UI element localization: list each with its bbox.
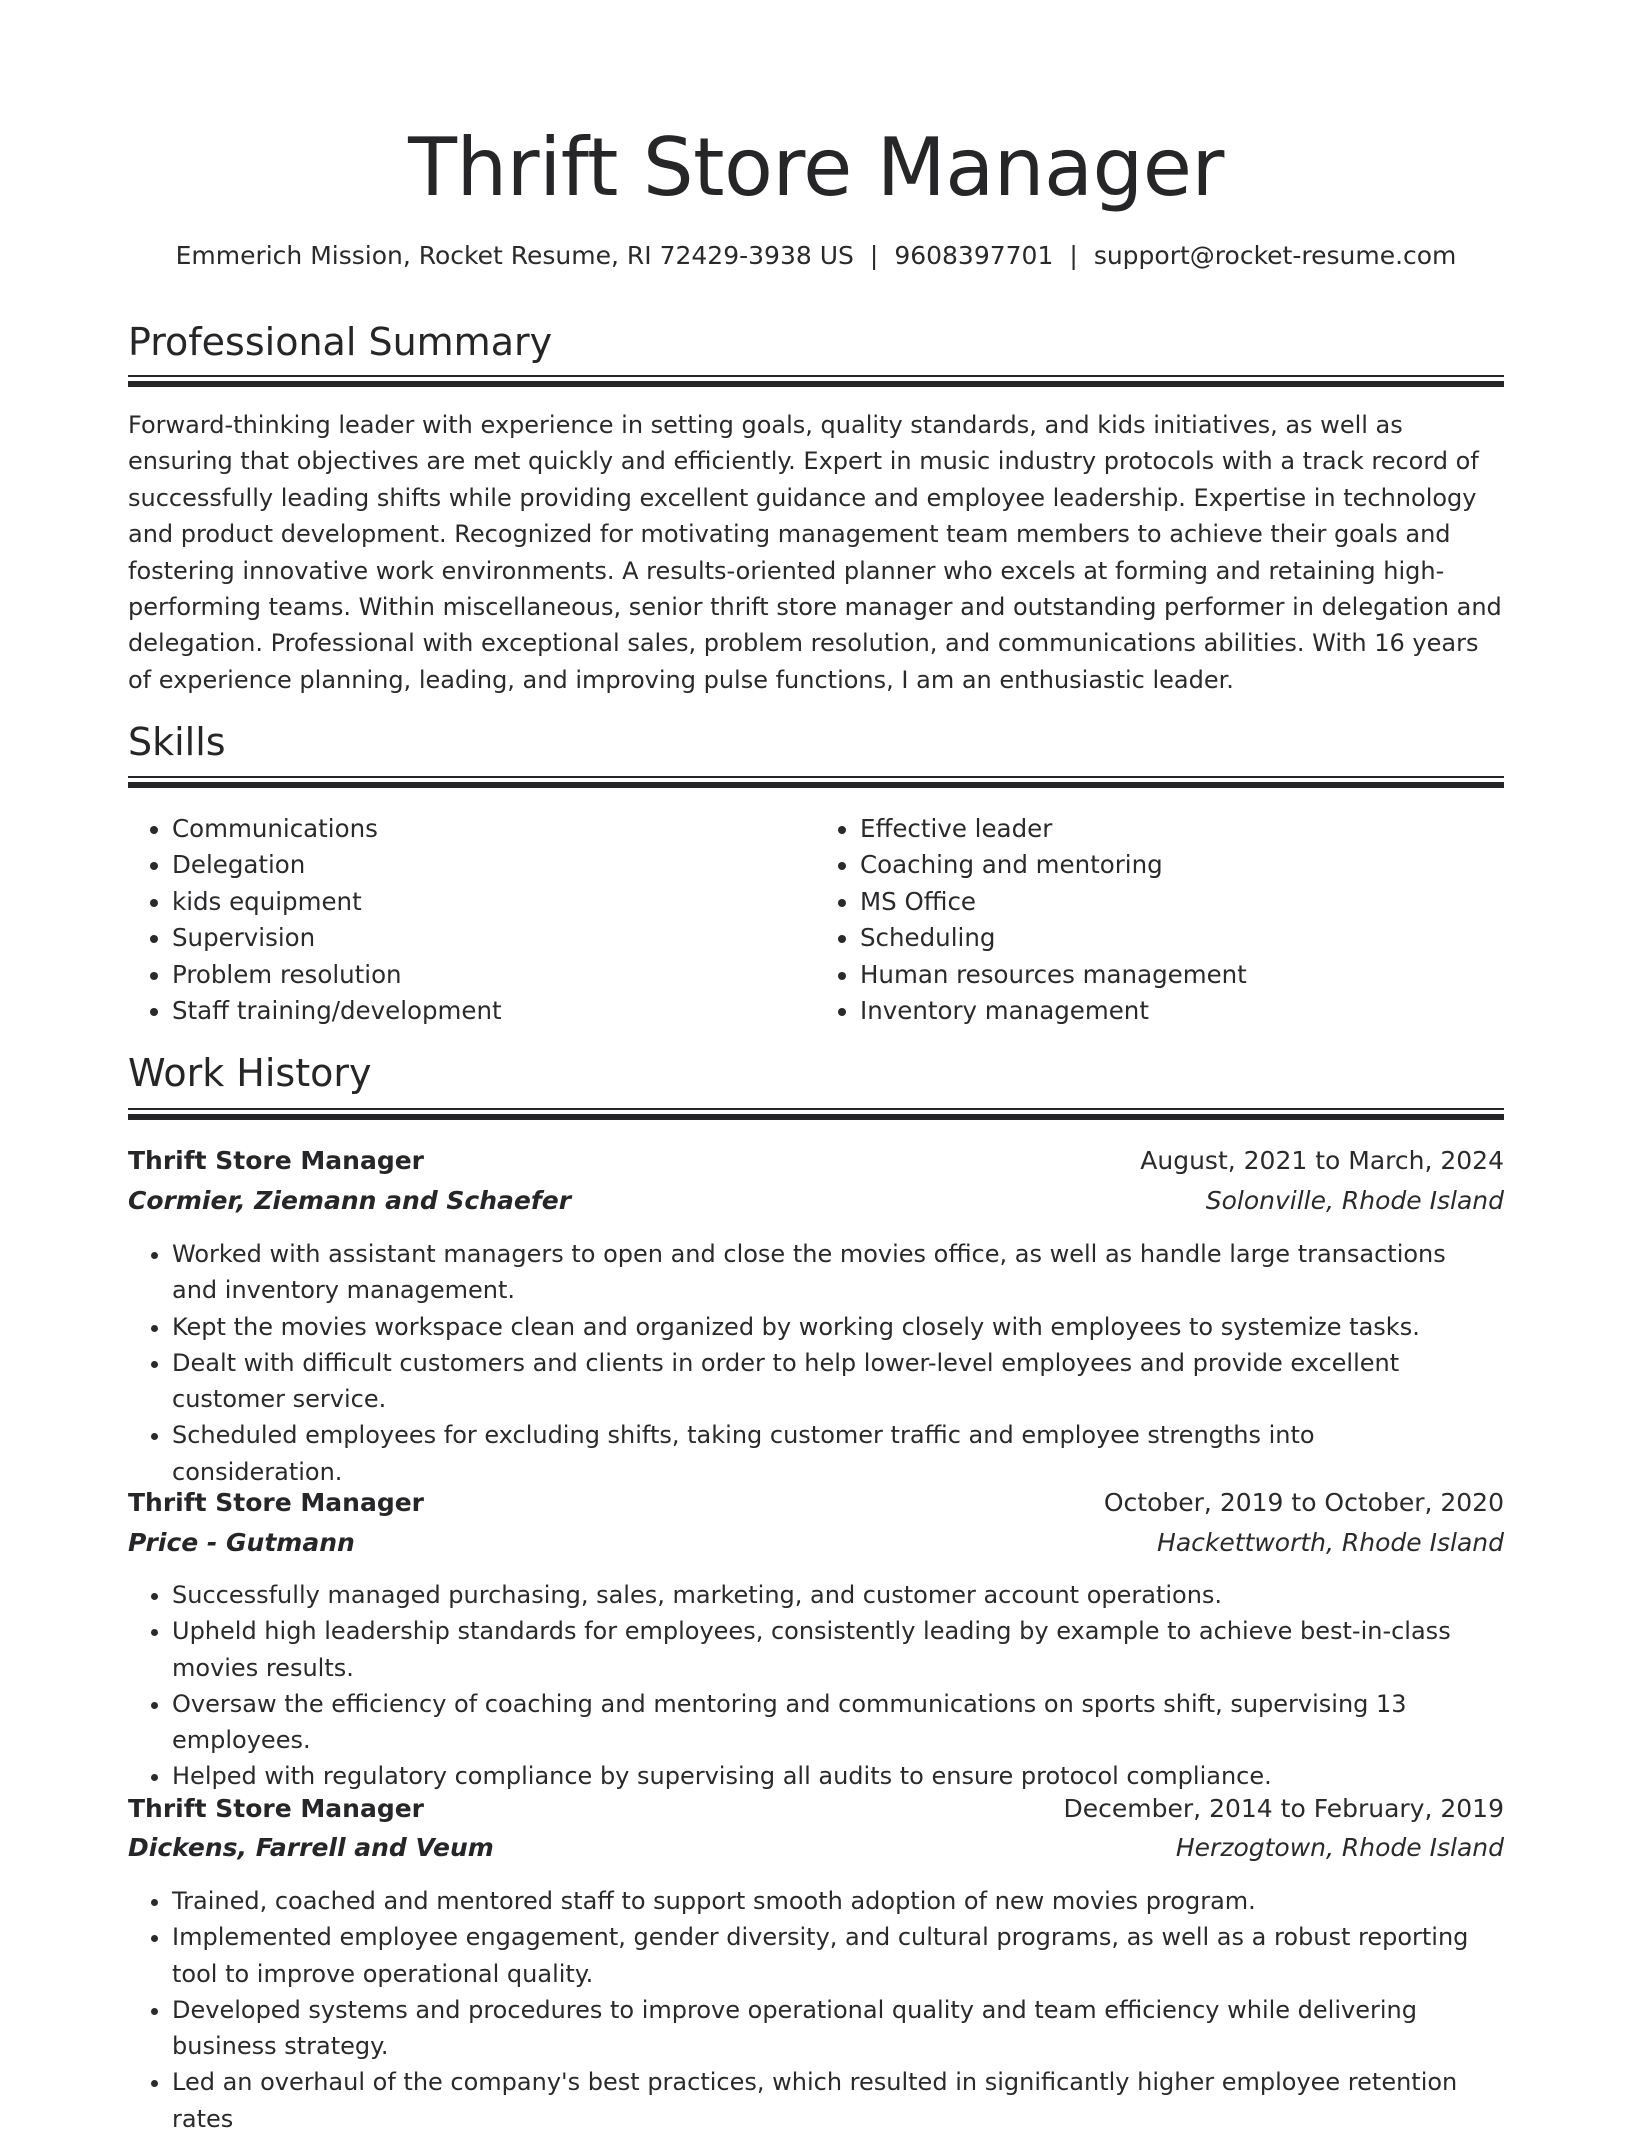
job-bullet: • Implemented employee engagement, gender diversity, and cultural programs, as well as a robust reporting tool to improve operational quality. — [172, 1919, 1504, 1992]
job-dates: December, 2014 to February, 2019 — [1063, 1794, 1504, 1823]
resume-title: Thrift Store Manager — [408, 121, 1224, 214]
job-location: Herzogtown, Rhode Island — [1175, 1833, 1504, 1862]
skill-item: • Scheduling — [860, 920, 1504, 956]
skills-list — [128, 811, 1504, 1029]
contact-separator: | — [1069, 241, 1078, 270]
job-header — [128, 1789, 1504, 1829]
job-location: Hackettworth, Rhode Island — [1157, 1528, 1504, 1557]
job-bullets — [128, 1236, 1504, 1490]
job-bullet: • Oversaw the efficiency of coaching and mentoring and communications on sports shift, supervising 13 employees. — [172, 1686, 1504, 1759]
job-location: Solonville, Rhode Island — [1205, 1186, 1504, 1215]
contact-address: Emmerich Mission, Rocket Resume, RI 72429-3938 US — [175, 241, 854, 270]
job-bullet: • Developed systems and procedures to improve operational quality and team efficiency while delivering business strategy. — [172, 1992, 1504, 2065]
skill-item: • Problem resolution — [172, 957, 816, 993]
job-header — [128, 1141, 1504, 1181]
skill-item: • Effective leader — [860, 811, 1504, 847]
section-heading-work: Work History — [128, 1051, 372, 1095]
skills-column-right — [816, 811, 1504, 1029]
job-bullet: • Kept the movies workspace clean and organized by working closely with employees to systemize tasks. — [172, 1309, 1504, 1345]
job-company: Dickens, Farrell and Veum — [128, 1833, 494, 1862]
job-header — [128, 1483, 1504, 1523]
section-divider — [128, 1108, 1504, 1120]
job-bullets — [128, 1577, 1504, 1795]
job-bullet: • Led an overhaul of the company's best practices, which resulted in significantly higher employee retention rates — [172, 2064, 1504, 2137]
skill-item: • Staff training/development — [172, 993, 816, 1029]
job-bullet: • Trained, coached and mentored staff to support smooth adoption of new movies program. — [172, 1883, 1504, 1919]
job-dates: August, 2021 to March, 2024 — [1140, 1146, 1504, 1175]
job-company: Cormier, Ziemann and Schaefer — [128, 1186, 572, 1215]
section-divider — [128, 375, 1504, 387]
contact-separator: | — [869, 241, 879, 270]
skill-item: • MS Office — [860, 884, 1504, 920]
summary-text: Forward-thinking leader with experience in setting goals, quality standards, and kids initiatives, as well as ensuring that objectives are met quickly and efficiently. Expert in music industry protocols with a track record of successfully leading shifts while providing excellent guidance and employee leadership. Expertise in technology and product development. Recognized for motivating management team members to achieve their goals and fostering innovative work environments. A results-oriented planner who excels at forming and retaining high-performing teams. Within miscellaneous, senior thrift store manager and outstanding performer in delegation and delegation. Professional with exceptional sales, problem resolution, and communications abilities. With 16 years of experience planning, leading, and improving pulse functions, I am an enthusiastic leader. — [128, 411, 1502, 694]
job-bullet: • Scheduled employees for excluding shifts, taking customer traffic and employee strengths into consideration. — [172, 1417, 1504, 1490]
section-heading-summary: Professional Summary — [128, 320, 553, 364]
skill-item: • Coaching and mentoring — [860, 847, 1504, 883]
job-subheader — [128, 1828, 1504, 1868]
job-title: Thrift Store Manager — [128, 1794, 424, 1823]
job-subheader — [128, 1181, 1504, 1221]
job-bullet: • Helped with regulatory compliance by supervising all audits to ensure protocol compliance. — [172, 1758, 1504, 1794]
skill-item: • Human resources management — [860, 957, 1504, 993]
job-company: Price - Gutmann — [128, 1528, 355, 1557]
skill-item: • Delegation — [172, 847, 816, 883]
contact-email[interactable]: support@rocket-resume.com — [1093, 241, 1457, 270]
section-divider — [128, 776, 1504, 788]
contact-line — [128, 238, 1504, 274]
skill-item: • Communications — [172, 811, 816, 847]
skill-item: • Inventory management — [860, 993, 1504, 1029]
job-bullet: • Upheld high leadership standards for employees, consistently leading by example to achieve best-in-class movies results. — [172, 1613, 1504, 1686]
skill-item: • Supervision — [172, 920, 816, 956]
job-title: Thrift Store Manager — [128, 1488, 424, 1517]
job-bullet: • Dealt with difficult customers and clients in order to help lower-level employees and provide excellent customer service. — [172, 1345, 1504, 1418]
job-title: Thrift Store Manager — [128, 1146, 424, 1175]
job-bullets — [128, 1883, 1504, 2137]
job-dates: October, 2019 to October, 2020 — [1103, 1488, 1504, 1517]
skills-column-left — [128, 811, 816, 1029]
skill-item: • kids equipment — [172, 884, 816, 920]
contact-phone: 9608397701 — [894, 241, 1054, 270]
job-subheader — [128, 1523, 1504, 1563]
job-bullet: • Worked with assistant managers to open and close the movies office, as well as handle large transactions and inventory management. — [172, 1236, 1504, 1309]
section-heading-skills: Skills — [128, 720, 226, 764]
job-bullet: • Successfully managed purchasing, sales, marketing, and customer account operations. — [172, 1577, 1504, 1613]
